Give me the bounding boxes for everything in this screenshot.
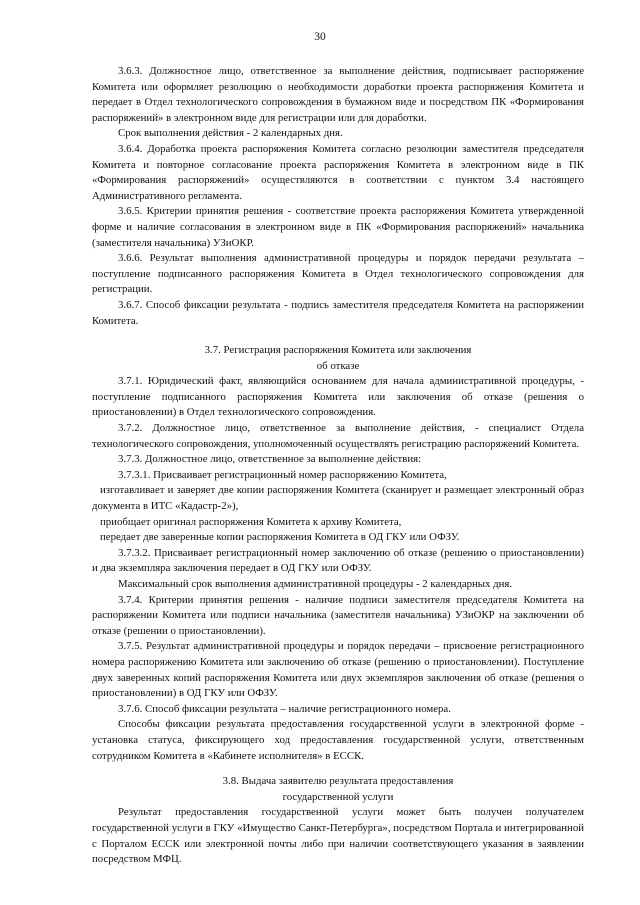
- paragraph: Срок выполнения действия - 2 календарных дня.: [118, 127, 343, 140]
- paragraph: 3.6.7. Способ фиксации результата - подпись заместителя председателя Комитета на распоряжении Комитета.: [92, 298, 584, 327]
- paragraph: изготавливает и заверяет две копии распоряжения Комитета (сканирует и размещает электронный образ документа в ИТС «Кадастр-2»),: [92, 484, 584, 513]
- paragraph: 3.7.6. Способ фиксации результата – наличие регистрационного номера.: [118, 702, 451, 715]
- section-heading: 3.7. Регистрация распоряжения Комитета или заключения: [204, 344, 472, 357]
- section-heading: об отказе: [316, 359, 360, 372]
- paragraph: 3.7.2. Должностное лицо, ответственное за выполнение действия, - специалист Отдела технологического сопровождения, уполномоченный осуществлять регистрацию распоряжений Комитета.: [92, 422, 584, 450]
- paragraph: Способы фиксации результата предоставления государственной услуги в электронной форме - установка статуса, фиксирующего ход предоставления государственной услуги, ответственным сотрудником Комитета в «Кабинете исполнителя» в ЕССК.: [92, 718, 584, 762]
- paragraph: 3.7.3.2. Присваивает регистрационный номер заключению об отказе (решению о приостановлении) и два экземпляра заключения передает в ОД ГКУ или ОФЗУ.: [92, 546, 584, 575]
- paragraph: Результат предоставления государственной услуги может быть получен получателем государственной услуги в ГКУ «Имущество Санкт-Петербурга», посредством Портала и интегрированной с Порталом ЕССК или электронной почты либо при наличии соответствующего указания в заявлении посредством МФЦ.: [92, 806, 584, 866]
- paragraph: передает две заверенные копии распоряжения Комитета в ОД ГКУ или ОФЗУ.: [100, 531, 460, 544]
- document-body: [92, 64, 584, 868]
- paragraph: 3.7.3. Должностное лицо, ответственное за выполнение действия:: [118, 453, 422, 466]
- paragraph: 3.6.3. Должностное лицо, ответственное за выполнение действия, подписывает распоряжение Комитета или оформляет резолюцию о необходимости доработки проекта распоряжения Комитета и передает в Отдел технологического сопровождения в бумажном виде и посредством ПК «Формирования распоряжений» в электронном виде для регистрации или для доработки.: [92, 65, 584, 124]
- section-heading: 3.8. Выдача заявителю результата предоставления: [222, 775, 454, 788]
- paragraph: 3.7.5. Результат административной процедуры и порядок передачи – присвоение регистрационного номера распоряжению Комитета или заключению об отказе (решению о приостановлении). Поступление двух заверенных копий распоряжения Комитета или двух экземпляров заключения об отказе (решения о приостановлении) в ОД ГКУ или ОФЗУ.: [92, 640, 584, 700]
- page-number: 30: [314, 31, 326, 43]
- paragraph: 3.6.6. Результат выполнения административной процедуры и порядок передачи результата – поступление подписанного распоряжения Комитета в Отдел технологического сопровождения для регистрации.: [92, 252, 584, 296]
- paragraph: 3.7.4. Критерии принятия решения - наличие подписи заместителя председателя Комитета на распоряжении Комитета или подписи начальника (заместителя начальника) УЗиОКР на заключении об отказе (решении о приостановлении).: [92, 593, 584, 637]
- paragraph: 3.6.5. Критерии принятия решения - соответствие проекта распоряжения Комитета утвержденной форме и наличие согласования в электронном виде в ПК «Формирования распоряжений» начальника (заместителя начальника) УЗиОКР.: [92, 205, 584, 249]
- section-heading: государственной услуги: [282, 790, 394, 803]
- paragraph: приобщает оригинал распоряжения Комитета к архиву Комитета,: [100, 515, 402, 528]
- paragraph: 3.7.1. Юридический факт, являющийся основанием для начала административной процедуры, - поступление подписанного распоряжения Комитета или заключения об отказе (решения о приостановлении) в Отдел технологического сопровождения.: [92, 375, 584, 419]
- paragraph: Максимальный срок выполнения административной процедуры - 2 календарных дня.: [118, 578, 513, 590]
- paragraph: 3.6.4. Доработка проекта распоряжения Комитета согласно резолюции заместителя председателя Комитета и повторное согласование проекта распоряжения Комитета в электронном виде в ПК «Формирования распоряжений» осуществляются в соответствии с пунктом 3.4 настоящего Административного регламента.: [92, 142, 584, 202]
- paragraph: 3.7.3.1. Присваивает регистрационный номер распоряжению Комитета,: [118, 468, 447, 481]
